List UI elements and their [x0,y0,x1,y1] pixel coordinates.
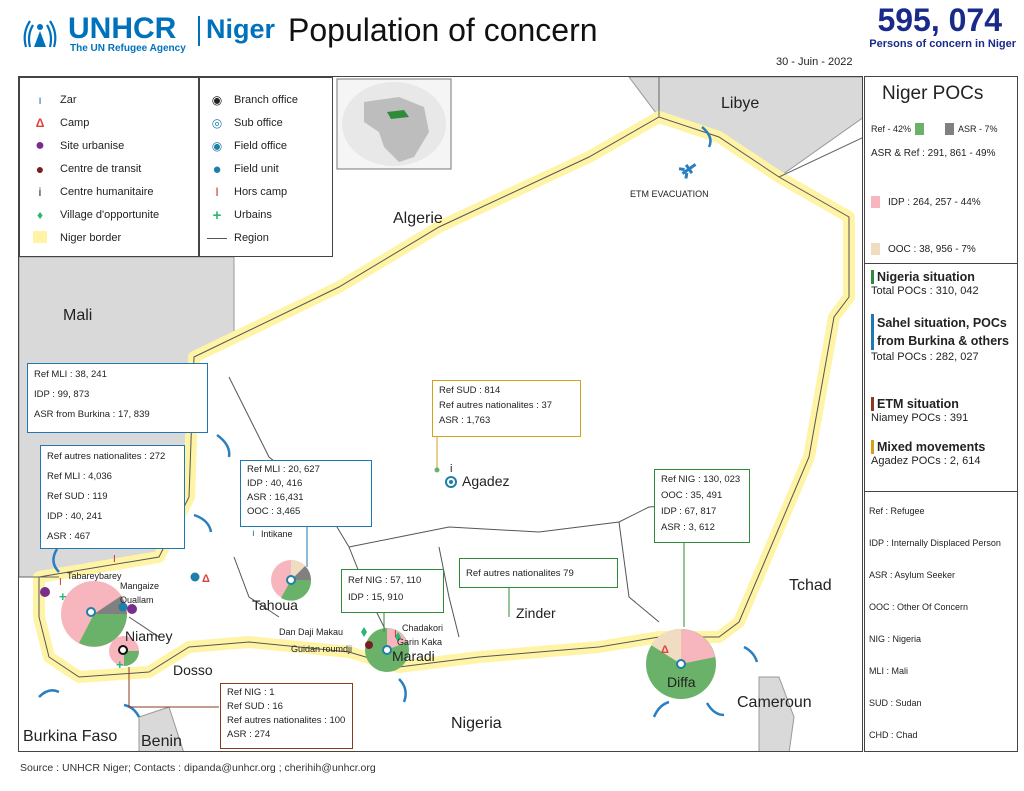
page-title: Population of concern [288,12,598,48]
niamey-branch-office-icon [119,646,127,654]
info-line: Ref SUD : 814 [439,385,501,396]
abbreviation: SUD : Sudan [869,698,922,708]
agadez-field-office-icon [446,477,456,487]
guidan-label: Guidan roumdji [291,644,353,654]
svg-text:Δ: Δ [202,573,210,585]
zar-icon: ı [38,93,42,107]
svg-text:I: I [394,629,397,640]
info-line: IDP : 99, 873 [34,389,90,400]
country-label-mali: Mali [63,307,93,324]
situation-value: Agadez POCs : 2, 614 [871,455,981,467]
info-box-diffa [654,469,750,543]
situation-value: Niamey POCs : 391 [871,412,969,424]
garin-kaka-label: Garin Kaka [397,637,443,647]
svg-text:+: + [59,589,67,604]
legend-label: Branch office [234,94,299,106]
country-label-burkina: Burkina Faso [23,728,118,745]
ooc-swatch-icon [871,243,880,255]
info-box-agadez [432,380,581,437]
inset-world-map [337,79,451,169]
info-line: Ref SUD : 16 [227,701,283,712]
legend-label: Site urbanise [60,140,125,152]
urbains-icon: + [212,206,222,224]
svg-text:ı: ı [252,528,255,539]
svg-text:Δ: Δ [661,644,669,656]
legend-label: Village d'opportunite [60,209,160,221]
svg-text:+: + [116,657,124,672]
ooc-legend [871,243,976,255]
field-unit-icon: ● [212,160,222,178]
abbreviation: ASR : Asylum Seeker [869,570,956,580]
idp-swatch-icon [871,196,880,208]
legend-label: Niger border [60,232,122,244]
org-subtitle: The UN Refugee Agency [70,43,186,54]
situation-nigeria [871,270,979,297]
abbreviation: NIG : Nigeria [869,634,922,644]
region-label-zinder: Zinder [516,605,556,621]
map-area[interactable] [18,76,863,752]
abbreviation: OOC : Other Of Concern [869,602,969,612]
situation-value: Total POCs : 310, 042 [871,285,979,297]
info-line: Ref autres nationalites : 272 [47,451,166,462]
ref-swatch-icon [915,123,924,135]
sub-office-icon: ◎ [211,116,223,130]
abbreviation: IDP : Internally Displaced Person [869,538,1001,548]
situation-etm [871,397,968,424]
info-line: IDP : 15, 910 [348,592,404,603]
region-label-niamey: Niamey [125,628,173,644]
situation-title: Sahel situation, POCs from Burkina & others [871,314,1017,350]
situation-title: Nigeria situation [871,270,979,284]
abbreviation: MLI : Mali [869,666,909,676]
abbreviation: Ref : Refugee [869,506,925,516]
legend-label: Centre de transit [60,163,142,175]
legend-label: Urbains [234,209,272,221]
niger-pocs-box [865,77,1017,264]
info-line: IDP : 40, 416 [247,478,303,489]
svg-text:I: I [113,554,116,565]
legend-label: Sub office [234,117,283,129]
total-pocs: 595, 074 [877,2,1002,38]
situation-sahel [871,314,1017,363]
legend-label: Field unit [234,163,279,175]
transit-centre-icon: ● [35,161,45,177]
niger-pocs-title: Niger POCs [882,83,984,104]
svg-text:I: I [59,577,62,588]
tabareybarey-label: Tabareybarey [67,571,122,581]
info-line: Ref autres nationalites : 100 [227,715,346,726]
dan-daji-label: Dan Daji Makau [279,627,344,637]
info-line: Ref autres nationalites : 37 [439,400,553,411]
hors-camp-icon: I [215,185,219,199]
etm-evacuation-label: ETM EVACUATION [630,189,709,199]
legend-label: Camp [60,117,90,129]
region-label-agadez: Agadez [462,473,510,489]
ooc-label: OOC : 38, 956 - 7% [888,243,976,255]
info-box-maradi [341,569,444,613]
abbreviations-box [865,492,1017,751]
legend-label: Field office [234,140,287,152]
info-line: Ref NIG : 1 [227,687,275,698]
info-line: OOC : 35, 491 [661,490,723,501]
side-panel [864,76,1018,752]
opportunity-village-icon: ♦ [36,208,44,222]
info-line: Ref MLI : 38, 241 [34,369,107,380]
info-line: Ref NIG : 57, 110 [348,575,422,586]
org-name: UNHCR [68,12,177,45]
info-line: ASR from Burkina : 17, 839 [34,409,150,420]
branch-office-icon: ◉ [211,93,223,107]
niamey-sub-office-icon [87,608,95,616]
info-line: ASR : 274 [227,729,271,740]
info-line: OOC : 3,465 [247,506,301,517]
region-line-icon [200,231,234,245]
country-label-tchad: Tchad [789,577,832,594]
asr-swatch-icon [945,123,954,135]
svg-text:i: i [450,463,453,475]
situation-title: Mixed movements [871,440,985,454]
asr-label: ASR - 7% [958,124,998,134]
humanitarian-centre-icon [450,463,452,475]
situation-mixed [871,440,985,467]
unhcr-logo-icon [18,13,62,55]
country-label-nigeria: Nigeria [451,715,502,732]
country-label-cameroun: Cameroun [737,694,812,711]
info-line: Ref SUD : 119 [47,491,108,502]
info-box-niamey [40,445,185,549]
situation-title: ETM situation [871,397,968,411]
ref-legend [871,123,924,135]
info-line: Ref MLI : 4,036 [47,471,112,482]
region-label-maradi: Maradi [392,648,435,664]
region-label-dosso: Dosso [173,662,213,678]
urban-site-icon: ● [35,137,45,154]
asr-ref-total: ASR & Ref : 291, 861 - 49% [871,148,996,159]
country-label-algerie: Algerie [393,210,443,227]
maradi-field-office-icon [383,646,391,654]
info-line: IDP : 40, 241 [47,511,103,522]
info-box-zinder [459,558,618,588]
legend-label: Centre humanitaire [60,186,154,198]
situation-value: Total POCs : 282, 027 [871,351,979,363]
info-box-mali [27,363,208,433]
intikane-label: Intikane [261,529,293,539]
info-line: ASR : 1,763 [439,415,491,426]
info-line: Ref NIG : 130, 023 [661,474,741,485]
info-line: Ref autres nationalites 79 [466,568,574,579]
info-line: ASR : 467 [47,531,91,542]
abbreviation: CHD : Chad [869,730,918,740]
total-pocs-label: Persons of concern in Niger [869,38,1016,50]
info-box-tahoua [240,460,372,527]
region-label-diffa: Diffa [667,674,696,690]
situations-box [865,264,1017,492]
country-name: Niger [206,14,276,44]
field-office-icon: ◉ [211,139,223,153]
region-label-tahoua: Tahoua [252,597,298,613]
info-box-dosso [220,683,353,749]
idp-label: IDP : 264, 257 - 44% [888,196,981,208]
humanitarian-centre-icon: i [38,185,42,199]
legend-label: Region [234,232,269,244]
header-separator [198,16,200,46]
legend-symbols [19,77,199,257]
report-date: 30 - Juin - 2022 [776,56,853,68]
ouallam-label: Ouallam [120,595,154,605]
mangaize-label: Mangaize [120,581,160,591]
legend-label: Zar [60,94,77,106]
transit-centre-icon [365,641,373,649]
zar-icon [252,528,255,539]
footer-source: Source : UNHCR Niger; Contacts : dipanda@unhcr.org ; cherihih@unhcr.org [20,762,376,774]
info-line: ASR : 3, 612 [661,522,715,533]
country-label-benin: Benin [141,733,182,750]
niger-border-icon [20,231,60,246]
info-line: Ref MLI : 20, 627 [247,464,320,475]
camp-icon: Δ [35,116,45,130]
tahoua-field-office-icon [287,576,295,584]
info-line: ASR : 16,431 [247,492,304,503]
asr-legend [945,123,998,135]
info-line: IDP : 67, 817 [661,506,717,517]
legend-label: Hors camp [234,186,288,198]
ref-label: Ref - 42% [871,124,912,134]
country-label-libye: Libye [721,95,760,112]
chadakori-label: Chadakori [402,623,444,633]
idp-legend [871,196,981,208]
legend-offices [199,77,333,257]
diffa-field-office-icon [677,660,685,668]
cameroon-area [759,677,794,752]
